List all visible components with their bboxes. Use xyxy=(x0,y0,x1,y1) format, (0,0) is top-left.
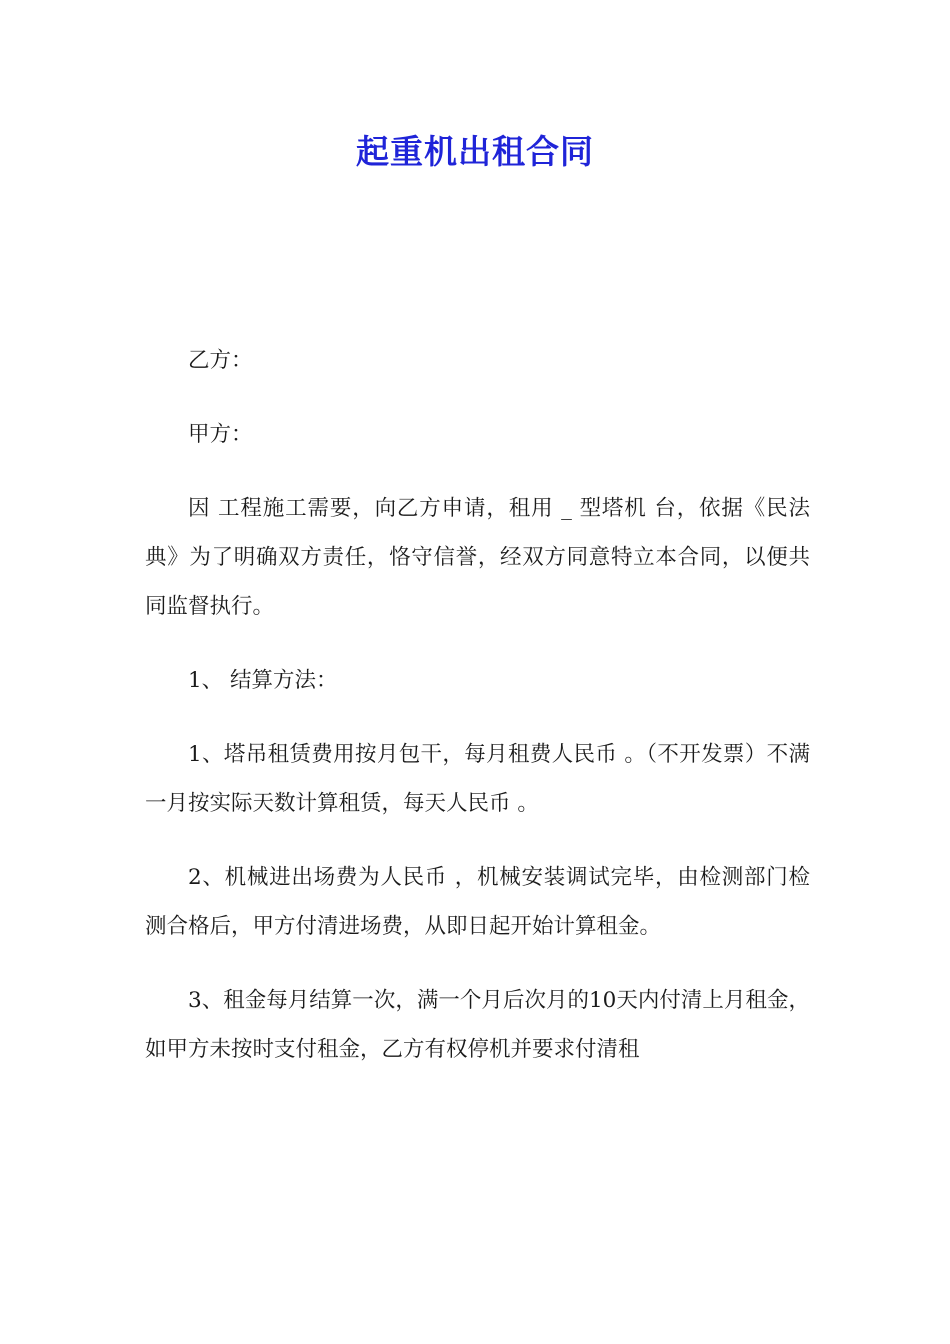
document-body xyxy=(145,336,810,1074)
clause-2: 2、机械进出场费为人民币 ，机械安装调试完毕，由检测部门检测合格后，甲方付清进场费，从即日起开始计算租金。 xyxy=(145,865,810,939)
clause-1: 1、塔吊租赁费用按月包干，每月租费人民币 。（不开发票）不满一月按实际天数计算租赁，每天人民币 。 xyxy=(145,742,810,816)
preamble-paragraph: 因 工程施工需要，向乙方申请，租用 _ 型塔机 台，依据《民法典》为了明确双方责任，恪守信誉，经双方同意特立本合同，以便共同监督执行。 xyxy=(145,496,810,619)
document-title: 起重机出租合同 xyxy=(356,132,594,171)
clause-3: 3、租金每月结算一次，满一个月后次月的10天内付清上月租金，如甲方未按时支付租金，乙方有权停机并要求付清租 xyxy=(145,988,810,1062)
party-a-line: 甲方： xyxy=(188,422,253,447)
party-b-line: 乙方： xyxy=(188,348,253,373)
section-heading-settlement: 1、 结算方法： xyxy=(188,668,338,693)
